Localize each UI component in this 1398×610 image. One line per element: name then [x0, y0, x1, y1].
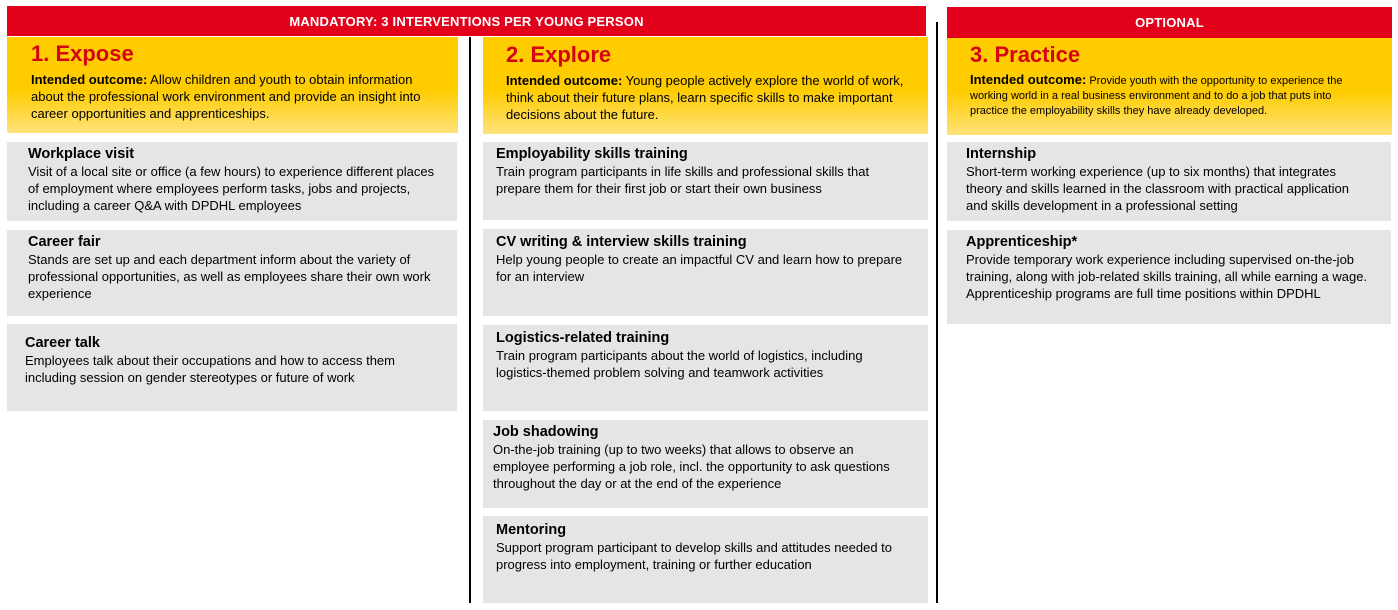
phase-title-explore: 2. Explore: [506, 42, 612, 67]
card-title: Workplace visit: [28, 146, 135, 162]
card-description: Support program participant to develop skills and attitudes needed to progress into employment, training or further education: [496, 540, 893, 572]
phase-outcome-explore: [506, 72, 905, 123]
mandatory-banner: MANDATORY: 3 INTERVENTIONS PER YOUNG PERSON: [7, 6, 926, 36]
card-description: Train program participants in life skills and professional skills that prepare them for their first job or start their own business: [496, 164, 870, 196]
card-career-fair: [7, 230, 457, 316]
card-title: Employability skills training: [496, 146, 688, 162]
outcome-label: Intended outcome:: [31, 72, 148, 87]
card-title: CV writing & interview skills training: [496, 234, 747, 250]
card-job-shadowing: [483, 420, 928, 508]
card-description: On-the-job training (up to two weeks) that allows to observe an employee performing a job role, incl. the opportunity to ask questions throughout the day or at the end of the experience: [493, 442, 890, 491]
card-career-talk: [7, 324, 457, 411]
card-internship: [947, 142, 1391, 221]
outcome-label: Intended outcome:: [506, 73, 623, 88]
card-title: Mentoring: [496, 522, 567, 538]
phase-header-expose: [7, 37, 458, 133]
card-description: Help young people to create an impactful CV and learn how to prepare for an interview: [496, 252, 903, 284]
card-title: Apprenticeship*: [966, 234, 1078, 250]
card-apprenticeship: [947, 230, 1391, 324]
card-employability-skills-training: [483, 142, 928, 220]
card-title: Internship: [966, 146, 1037, 162]
card-workplace-visit: [7, 142, 457, 221]
card-logistics-training: [483, 325, 928, 411]
column-divider-explore: [469, 37, 471, 603]
phase-title-practice: 3. Practice: [970, 42, 1081, 67]
card-title: Job shadowing: [493, 424, 599, 440]
phase-outcome-practice: [970, 72, 1369, 119]
card-description: Train program participants about the world of logistics, including logistics-themed problem solving and teamwork activities: [496, 348, 863, 380]
card-description: Stands are set up and each department inform about the variety of professional opportunities, as well as employees share their own work experience: [28, 252, 431, 301]
outcome-label: Intended outcome:: [970, 72, 1087, 87]
phase-title-expose: 1. Expose: [31, 41, 134, 66]
card-description: Short-term working experience (up to six months) that integrates theory and skills learned in the classroom with practical application and skills development in a professional setting: [966, 164, 1349, 213]
card-title: Career fair: [28, 234, 101, 250]
phase-header-practice: [947, 38, 1392, 135]
phase-header-explore: [483, 37, 928, 134]
outcome-text: Provide youth with the opportunity to experience the working world in a real business environment and to do a job that puts into practice the employability skills they have already developed.: [970, 75, 1343, 117]
card-title: Logistics-related training: [496, 330, 670, 346]
outcome-text: Young people actively explore the world of work, think about their future plans, learn specific skills to make important decisions about the future.: [506, 73, 904, 122]
card-description: Provide temporary work experience including supervised on-the-job training, along with job-related skills training, all while earning a wage. Apprenticeship programs are full time positions within DPDHL: [966, 252, 1368, 301]
card-mentoring: [483, 516, 928, 603]
phase-outcome-expose: [31, 71, 434, 122]
card-title: Career talk: [25, 335, 100, 351]
outcome-text: Allow children and youth to obtain information about the professional work environment and provide an insight into career opportunities and apprenticeships.: [31, 72, 421, 121]
card-description: Visit of a local site or office (a few hours) to experience different places of employment where employees perform tasks, jobs and projects, including a career Q&A with DPDHL employees: [28, 164, 435, 213]
column-divider-practice: [936, 22, 938, 603]
card-description: Employees talk about their occupations and how to access them including session on gender stereotypes or future of work: [25, 353, 395, 385]
card-cv-writing-training: [483, 229, 928, 316]
optional-banner: OPTIONAL: [947, 7, 1392, 38]
